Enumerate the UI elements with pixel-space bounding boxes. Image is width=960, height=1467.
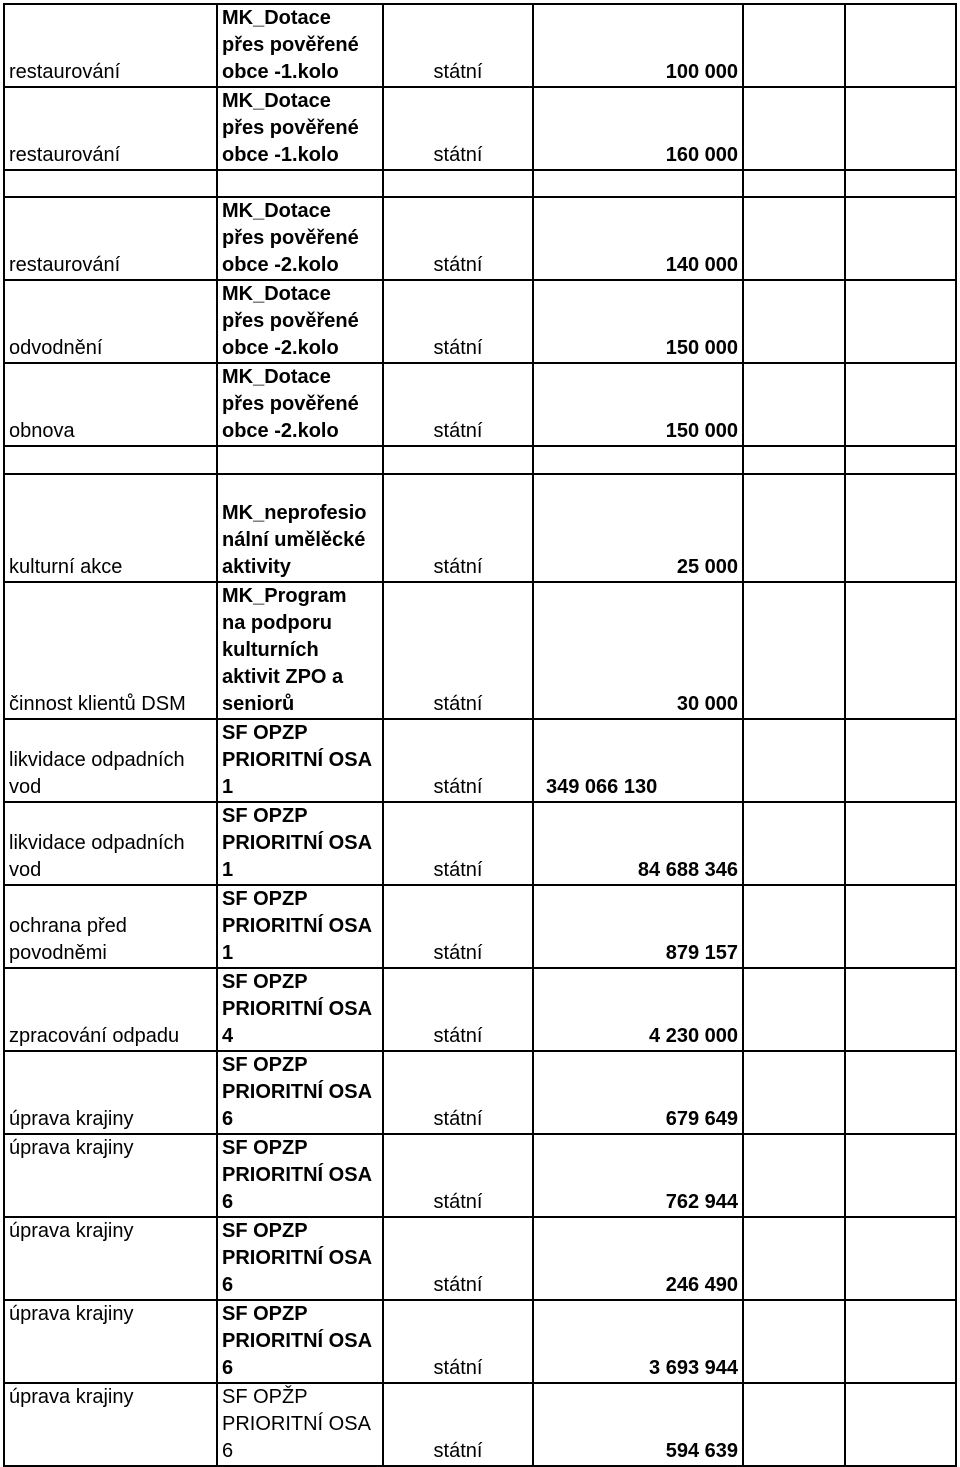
program-line: aktivity <box>222 556 291 578</box>
activity-cell[interactable]: úprava krajiny <box>4 1134 217 1217</box>
amount-cell[interactable]: 3 693 944 <box>533 1300 743 1383</box>
program-cell[interactable] <box>217 363 383 446</box>
program-line: PRIORITNÍ OSA <box>222 1081 373 1103</box>
program-cell[interactable] <box>217 1217 383 1300</box>
table-row <box>4 802 956 885</box>
empty-cell[interactable] <box>743 87 845 170</box>
program-line: obce -1.kolo <box>222 144 339 166</box>
spacer-row <box>4 170 956 197</box>
table-body <box>4 4 956 1466</box>
amount-cell[interactable]: 679 649 <box>533 1051 743 1134</box>
amount-cell[interactable]: 150 000 <box>533 363 743 446</box>
table-row <box>4 582 956 719</box>
empty-cell[interactable] <box>845 968 956 1051</box>
empty-cell[interactable] <box>845 1383 956 1466</box>
program-line: PRIORITNÍ OSA <box>222 1164 373 1186</box>
program-cell[interactable] <box>217 802 383 885</box>
program-cell[interactable] <box>217 968 383 1051</box>
program-line: SF OPZP <box>222 1303 308 1325</box>
program-cell[interactable] <box>217 1300 383 1383</box>
table-row <box>4 1300 956 1383</box>
empty-cell[interactable] <box>845 363 956 446</box>
empty-cell[interactable] <box>845 1051 956 1134</box>
empty-cell[interactable] <box>743 582 845 719</box>
program-line: PRIORITNÍ OSA <box>222 832 373 854</box>
table-row <box>4 1217 956 1300</box>
empty-cell[interactable] <box>845 885 956 968</box>
program-line: SF OPZP <box>222 1220 308 1242</box>
empty-cell[interactable] <box>533 446 743 474</box>
table-row <box>4 719 956 802</box>
empty-cell[interactable] <box>217 170 383 197</box>
program-line: přes pověřené <box>222 227 359 249</box>
program-cell[interactable] <box>217 719 383 802</box>
empty-cell[interactable] <box>743 474 845 582</box>
source-cell[interactable]: státní <box>383 582 533 719</box>
activity-cell[interactable]: úprava krajiny <box>4 1300 217 1383</box>
program-line: SF OPZP <box>222 722 308 744</box>
program-line: 6 <box>222 1357 234 1379</box>
program-line: SF OPZP <box>222 1137 308 1159</box>
empty-cell[interactable] <box>743 1300 845 1383</box>
activity-cell[interactable]: zpracování odpadu <box>4 968 217 1051</box>
empty-cell[interactable] <box>845 170 956 197</box>
empty-cell[interactable] <box>845 582 956 719</box>
empty-cell[interactable] <box>845 474 956 582</box>
activity-cell[interactable]: likvidace odpadních vod <box>4 802 217 885</box>
program-line: MK_Dotace <box>222 283 331 305</box>
program-line: SF OPZP <box>222 888 308 910</box>
empty-cell[interactable] <box>217 446 383 474</box>
program-line: PRIORITNÍ OSA <box>222 749 373 771</box>
empty-cell[interactable] <box>845 1217 956 1300</box>
program-cell[interactable] <box>217 474 383 582</box>
empty-cell[interactable] <box>743 170 845 197</box>
source-cell[interactable]: státní <box>383 87 533 170</box>
empty-cell[interactable] <box>845 719 956 802</box>
amount-cell[interactable]: 879 157 <box>533 885 743 968</box>
source-cell[interactable]: státní <box>383 4 533 87</box>
activity-cell[interactable]: likvidace odpadních vod <box>4 719 217 802</box>
empty-cell[interactable] <box>743 1383 845 1466</box>
amount-cell[interactable]: 4 230 000 <box>533 968 743 1051</box>
empty-cell[interactable] <box>383 446 533 474</box>
program-line: přes pověřené <box>222 34 359 56</box>
program-line: MK_Dotace <box>222 7 331 29</box>
empty-cell[interactable] <box>845 446 956 474</box>
empty-cell[interactable] <box>743 4 845 87</box>
program-line: MK_Program <box>222 585 347 607</box>
amount-cell[interactable]: 594 639 <box>533 1383 743 1466</box>
table-row <box>4 968 956 1051</box>
program-line: SF OPZP <box>222 1054 308 1076</box>
program-cell[interactable] <box>217 1134 383 1217</box>
program-cell[interactable] <box>217 1383 383 1466</box>
empty-cell[interactable] <box>743 363 845 446</box>
source-cell[interactable]: státní <box>383 363 533 446</box>
source-cell[interactable]: státní <box>383 1134 533 1217</box>
program-line: 1 <box>222 776 234 798</box>
activity-cell[interactable]: ochrana před povodněmi <box>4 885 217 968</box>
empty-cell[interactable] <box>743 885 845 968</box>
empty-cell[interactable] <box>383 170 533 197</box>
program-line: na podporu <box>222 612 332 634</box>
source-cell[interactable]: státní <box>383 1383 533 1466</box>
program-line: SF OPZP <box>222 971 308 993</box>
table-row <box>4 1134 956 1217</box>
amount-cell[interactable]: 140 000 <box>533 197 743 280</box>
activity-cell[interactable]: restaurování <box>4 197 217 280</box>
source-cell[interactable]: státní <box>383 1300 533 1383</box>
program-line: obce -2.kolo <box>222 337 339 359</box>
program-line: 6 <box>222 1191 234 1213</box>
activity-cell[interactable]: restaurování <box>4 87 217 170</box>
empty-cell[interactable] <box>845 1300 956 1383</box>
empty-cell[interactable] <box>4 446 217 474</box>
program-line: PRIORITNÍ OSA <box>222 998 373 1020</box>
empty-cell[interactable] <box>845 1134 956 1217</box>
activity-cell[interactable]: obnova <box>4 363 217 446</box>
activity-cell[interactable]: odvodnění <box>4 280 217 363</box>
program-line: PRIORITNÍ OSA <box>222 915 373 937</box>
activity-cell[interactable]: restaurování <box>4 4 217 87</box>
table-row <box>4 280 956 363</box>
activity-cell[interactable]: úprava krajiny <box>4 1051 217 1134</box>
program-line: SF OPZP <box>222 805 308 827</box>
program-line: MK_Dotace <box>222 366 331 388</box>
program-line: kulturních <box>222 639 319 661</box>
activity-cell[interactable]: úprava krajiny <box>4 1383 217 1466</box>
table-row <box>4 1051 956 1134</box>
empty-cell[interactable] <box>845 87 956 170</box>
source-cell[interactable]: státní <box>383 885 533 968</box>
program-cell[interactable] <box>217 197 383 280</box>
activity-cell[interactable]: kulturní akce <box>4 474 217 582</box>
empty-cell[interactable] <box>743 1051 845 1134</box>
table-row <box>4 474 956 582</box>
program-cell[interactable] <box>217 1051 383 1134</box>
table-row <box>4 87 956 170</box>
program-line: MK_Dotace <box>222 90 331 112</box>
empty-cell[interactable] <box>743 1217 845 1300</box>
program-line: PRIORITNÍ OSA <box>222 1247 373 1269</box>
empty-cell[interactable] <box>743 280 845 363</box>
program-cell[interactable] <box>217 280 383 363</box>
program-line: SF OPŽP <box>222 1386 308 1408</box>
amount-cell[interactable]: 246 490 <box>533 1217 743 1300</box>
empty-cell[interactable] <box>743 802 845 885</box>
spacer-row <box>4 446 956 474</box>
empty-cell[interactable] <box>845 280 956 363</box>
amount-cell[interactable]: 25 000 <box>533 474 743 582</box>
program-line: obce -2.kolo <box>222 420 339 442</box>
program-line: seniorů <box>222 693 295 715</box>
table-row <box>4 1383 956 1466</box>
program-line: obce -2.kolo <box>222 254 339 276</box>
amount-cell[interactable]: 349 066 130 <box>533 719 743 802</box>
empty-cell[interactable] <box>743 197 845 280</box>
program-line: obce -1.kolo <box>222 61 339 83</box>
empty-cell[interactable] <box>845 802 956 885</box>
program-line: nální umělěcké <box>222 529 366 551</box>
program-line: 1 <box>222 942 234 964</box>
table-row <box>4 197 956 280</box>
program-line: 1 <box>222 859 234 881</box>
program-cell[interactable] <box>217 4 383 87</box>
empty-cell[interactable] <box>845 197 956 280</box>
amount-cell[interactable]: 150 000 <box>533 280 743 363</box>
amount-cell[interactable]: 30 000 <box>533 582 743 719</box>
empty-cell[interactable] <box>845 4 956 87</box>
program-cell[interactable] <box>217 582 383 719</box>
grant-table <box>3 3 957 1467</box>
source-cell[interactable]: státní <box>383 802 533 885</box>
source-cell[interactable]: státní <box>383 197 533 280</box>
source-cell[interactable]: státní <box>383 968 533 1051</box>
program-line: MK_Dotace <box>222 200 331 222</box>
program-line: 6 <box>222 1440 234 1462</box>
amount-cell[interactable]: 100 000 <box>533 4 743 87</box>
program-line: přes pověřené <box>222 117 359 139</box>
table-row <box>4 363 956 446</box>
empty-cell[interactable] <box>743 968 845 1051</box>
program-line: 6 <box>222 1108 234 1130</box>
program-line: přes pověřené <box>222 393 359 415</box>
table-row <box>4 4 956 87</box>
source-cell[interactable]: státní <box>383 1217 533 1300</box>
amount-cell[interactable]: 762 944 <box>533 1134 743 1217</box>
program-line: 4 <box>222 1025 234 1047</box>
source-cell[interactable]: státní <box>383 280 533 363</box>
program-line: PRIORITNÍ OSA <box>222 1413 371 1435</box>
source-cell[interactable]: státní <box>383 1051 533 1134</box>
activity-cell[interactable]: činnost klientů DSM <box>4 582 217 719</box>
amount-cell[interactable]: 84 688 346 <box>533 802 743 885</box>
program-line: MK_neprofesio <box>222 502 367 524</box>
source-cell[interactable]: státní <box>383 719 533 802</box>
program-cell[interactable] <box>217 87 383 170</box>
empty-cell[interactable] <box>533 170 743 197</box>
empty-cell[interactable] <box>743 719 845 802</box>
empty-cell[interactable] <box>743 446 845 474</box>
program-line: aktivit ZPO a <box>222 666 344 688</box>
program-line: přes pověřené <box>222 310 359 332</box>
table-row <box>4 885 956 968</box>
program-cell[interactable] <box>217 885 383 968</box>
program-line: PRIORITNÍ OSA <box>222 1330 373 1352</box>
activity-cell[interactable]: úprava krajiny <box>4 1217 217 1300</box>
empty-cell[interactable] <box>743 1134 845 1217</box>
source-cell[interactable]: státní <box>383 474 533 582</box>
amount-cell[interactable]: 160 000 <box>533 87 743 170</box>
program-line: 6 <box>222 1274 234 1296</box>
empty-cell[interactable] <box>4 170 217 197</box>
